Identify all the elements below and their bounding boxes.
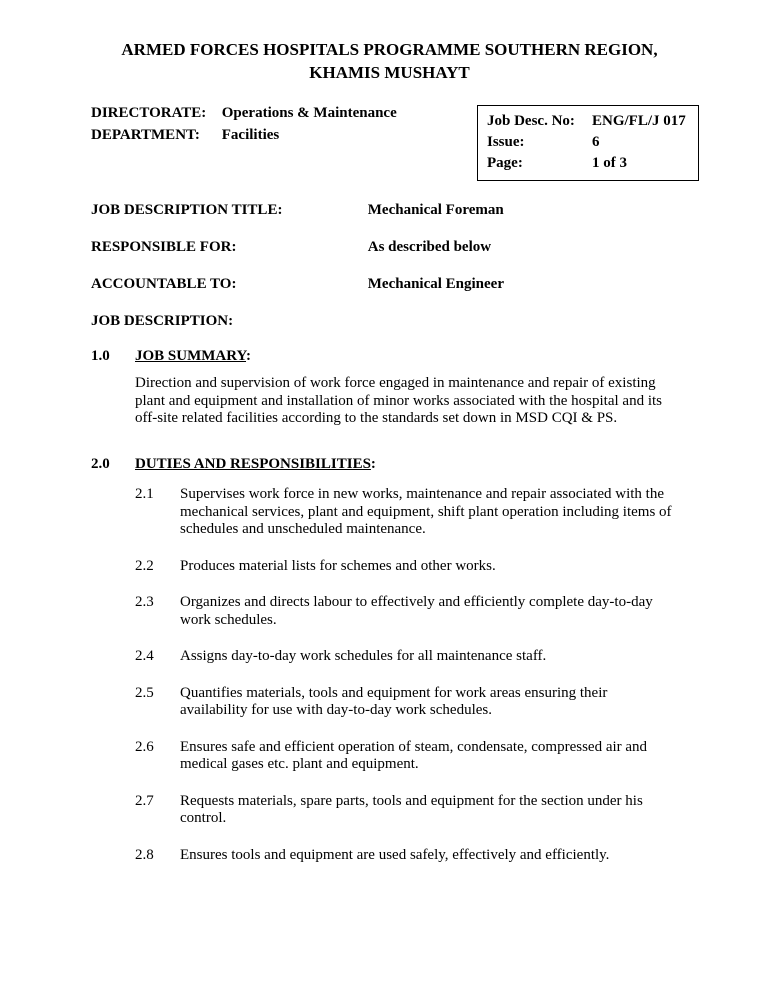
section-1-title bbox=[135, 348, 251, 366]
section-2-heading-row bbox=[91, 456, 688, 474]
duty-item-2-6 bbox=[135, 739, 688, 774]
duty-number: 2.5 bbox=[135, 684, 154, 701]
responsible-for-row bbox=[91, 239, 688, 257]
duty-number: 2.8 bbox=[135, 846, 154, 863]
section-2-title-colon: : bbox=[370, 455, 376, 472]
section-1-number: 1.0 bbox=[91, 347, 110, 364]
job-desc-no-row bbox=[487, 111, 689, 132]
directorate-label: DIRECTORATE: bbox=[91, 105, 207, 121]
section-2-number: 2.0 bbox=[91, 455, 110, 472]
job-description-title-value: Mechanical Foreman bbox=[367, 202, 504, 218]
job-description-title-row bbox=[91, 202, 688, 220]
duty-number: 2.2 bbox=[135, 557, 154, 574]
page-row bbox=[487, 153, 689, 174]
page-label: Page: bbox=[487, 155, 523, 171]
section-job-summary bbox=[91, 348, 688, 428]
directorate-value: Operations & Maintenance bbox=[221, 105, 397, 121]
section-2-title bbox=[135, 456, 376, 474]
section-1-heading-row bbox=[91, 348, 688, 366]
job-desc-info-box bbox=[477, 105, 699, 181]
section-1-title-text: JOB SUMMARY bbox=[135, 347, 247, 364]
duty-number: 2.4 bbox=[135, 648, 154, 664]
duty-number: 2.6 bbox=[135, 738, 154, 755]
department-row bbox=[91, 127, 397, 145]
section-duties bbox=[91, 456, 688, 865]
job-description-heading: JOB DESCRIPTION: bbox=[91, 313, 234, 329]
issue-value: 6 bbox=[592, 134, 600, 150]
issue-label: Issue: bbox=[487, 134, 525, 150]
duty-number: 2.7 bbox=[135, 792, 154, 809]
duty-text: Ensures safe and efficient operation of steam, condensate, compressed air and medical gases etc. plant and equipment. bbox=[180, 738, 648, 772]
responsible-for-label: RESPONSIBLE FOR: bbox=[91, 239, 237, 255]
duty-number: 2.3 bbox=[135, 594, 154, 610]
duty-number: 2.1 bbox=[135, 486, 154, 502]
duty-item-2-4 bbox=[135, 648, 688, 666]
job-description-title-label: JOB DESCRIPTION TITLE: bbox=[91, 202, 283, 218]
department-value: Facilities bbox=[221, 126, 280, 143]
document-title bbox=[91, 38, 688, 84]
issue-row bbox=[487, 132, 689, 153]
accountable-to-row bbox=[91, 276, 688, 294]
duty-item-2-1 bbox=[135, 486, 688, 539]
responsible-for-value: As described below bbox=[367, 239, 492, 255]
duty-item-2-7 bbox=[135, 793, 688, 828]
duty-text: Quantifies materials, tools and equipment for work areas ensuring their availability for use with day-to-day work schedules. bbox=[180, 684, 608, 718]
duty-item-2-5 bbox=[135, 685, 688, 720]
duties-list bbox=[91, 486, 688, 864]
duty-text: Ensures tools and equipment are used safely, effectively and efficiently. bbox=[180, 846, 610, 863]
duty-text: Produces material lists for schemes and other works. bbox=[180, 557, 496, 574]
duty-item-2-2 bbox=[135, 558, 688, 576]
duty-item-2-8 bbox=[135, 847, 688, 865]
duty-text: Organizes and directs labour to effectively and efficiently complete day-to-day work schedules. bbox=[180, 594, 653, 628]
job-summary-paragraph: Direction and supervision of work force engaged in maintenance and repair of existing plant and equipment and installation of minor works associated with the hospital and its off-site related facilities according to the standards set down in MSD CQI & PS. bbox=[135, 375, 662, 426]
header-info-row bbox=[91, 105, 688, 181]
duty-item-2-3 bbox=[135, 594, 688, 629]
accountable-to-label: ACCOUNTABLE TO: bbox=[91, 276, 237, 292]
accountable-to-value: Mechanical Engineer bbox=[367, 276, 504, 292]
duty-text: Requests materials, spare parts, tools and equipment for the section under his control. bbox=[180, 792, 643, 826]
page-value: 1 of 3 bbox=[592, 155, 627, 171]
directorate-department-block bbox=[91, 105, 397, 148]
document-title-line2: KHAMIS MUSHAYT bbox=[309, 63, 470, 82]
duty-text: Assigns day-to-day work schedules for all maintenance staff. bbox=[180, 648, 547, 664]
section-2-title-text: DUTIES AND RESPONSIBILITIES bbox=[135, 455, 371, 472]
section-1-title-colon: : bbox=[246, 347, 252, 364]
directorate-row bbox=[91, 105, 397, 123]
job-desc-no-label: Job Desc. No: bbox=[487, 113, 575, 129]
duty-text: Supervises work force in new works, maintenance and repair associated with the mechanical services, plant and equipment, shift plant operation including items of schedules and unscheduled maintenance. bbox=[180, 486, 672, 537]
department-label: DEPARTMENT: bbox=[91, 126, 200, 143]
job-desc-no-value: ENG/FL/J 017 bbox=[592, 113, 686, 129]
document-title-line1: ARMED FORCES HOSPITALS PROGRAMME SOUTHERN REGION, bbox=[121, 40, 658, 59]
